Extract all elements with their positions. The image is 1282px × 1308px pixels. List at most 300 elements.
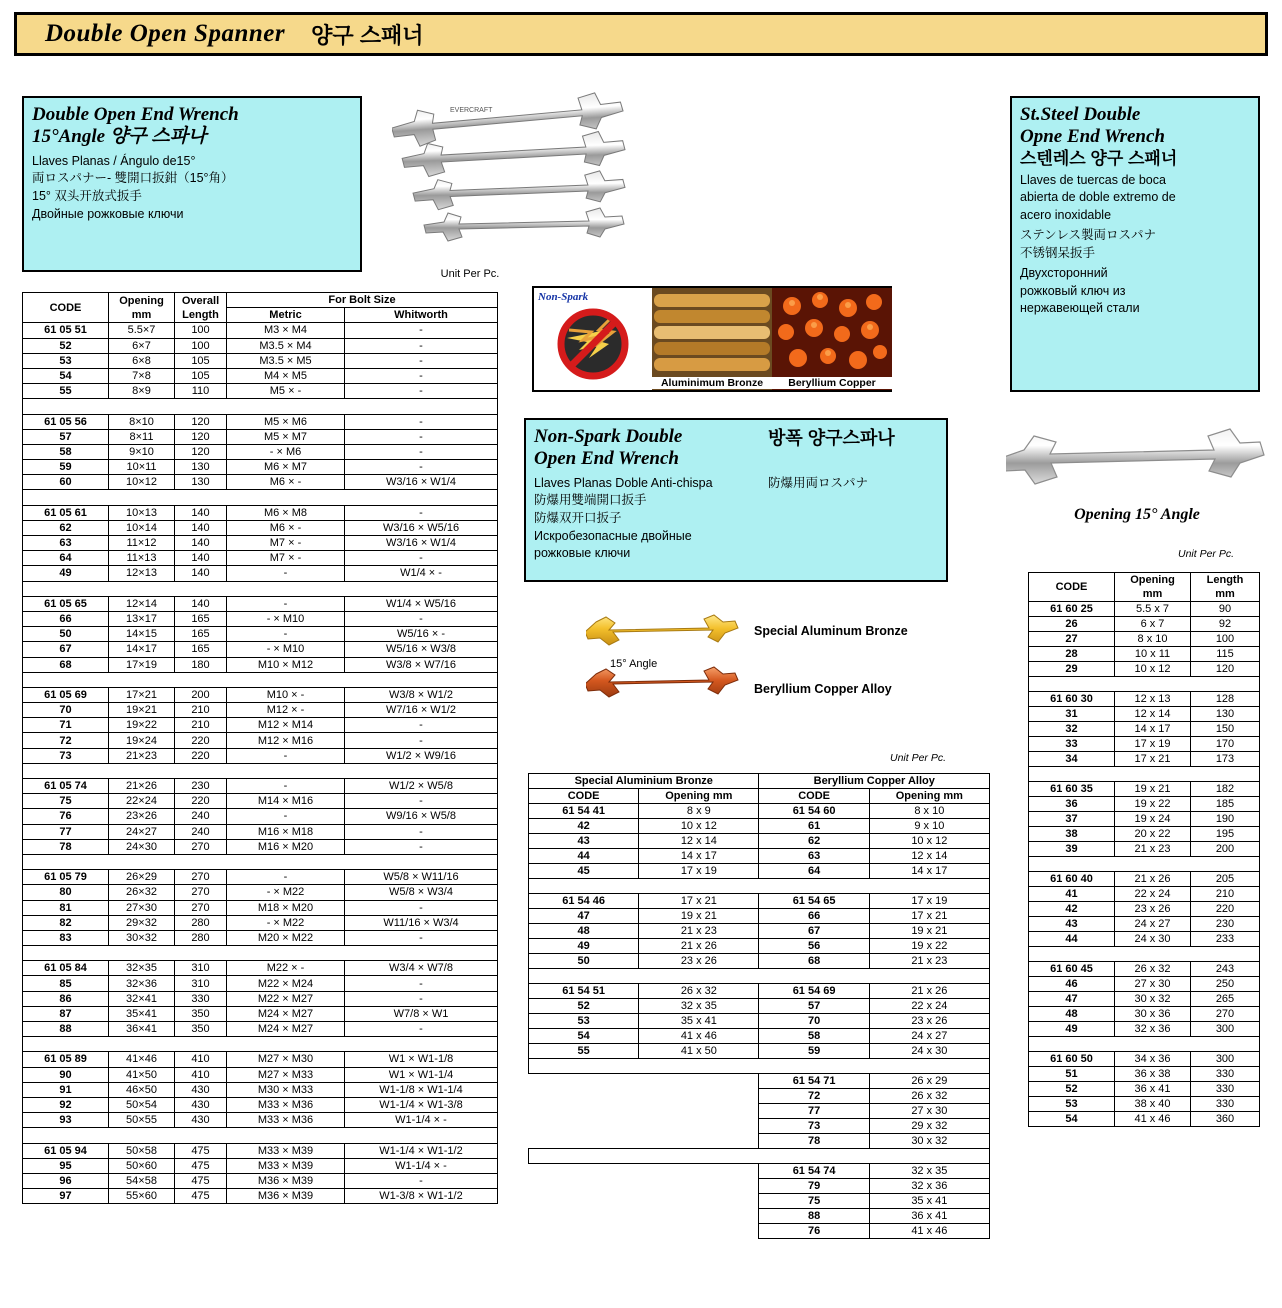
cell-length: 220 [175,794,227,809]
cell-whitworth: - [345,384,498,399]
cell-opening: 14×15 [109,627,175,642]
table-row [23,323,498,338]
cell-length: 165 [175,627,227,642]
cell-bery-opening: 41 x 46 [869,1224,989,1239]
cell-length: 140 [175,505,227,520]
table-row [23,1173,498,1188]
svg-text:EVERCRAFT: EVERCRAFT [450,107,493,114]
cell-bery-opening: 19 x 21 [869,924,989,939]
cell-length: 220 [175,733,227,748]
cell-length: 120 [175,444,227,459]
cell-bronze-opening: 17 x 19 [639,864,759,879]
cell-right-opening: 34 x 36 [1115,1052,1191,1067]
cell-whitworth: - [345,991,498,1006]
cell-code: 83 [23,930,109,945]
cell-bronze-code: 53 [529,1014,639,1029]
table-row [1029,632,1260,647]
cell-code: 61 05 79 [23,870,109,885]
cell-opening: 10×14 [109,520,175,535]
cell-right-opening: 12 x 13 [1115,692,1191,707]
cell-metric: - [227,748,345,763]
cell-length: 120 [175,414,227,429]
cell-bery-code: 67 [759,924,869,939]
cell-code: 93 [23,1113,109,1128]
table-row [529,984,990,999]
table-row [529,1074,990,1089]
cell-length: 105 [175,353,227,368]
cell-opening: 19×22 [109,718,175,733]
cell-right-length: 195 [1191,827,1260,842]
cell-metric: M16 × M20 [227,839,345,854]
table-group-spacer [23,946,498,961]
table-row [529,804,990,819]
cell-opening: 26×29 [109,870,175,885]
cell-bronze-opening [639,1209,759,1224]
cell-bronze-code: 48 [529,924,639,939]
table-row [23,1082,498,1097]
cell-right-opening: 19 x 22 [1115,797,1191,812]
box-stst-line-3: ステンレス製両ロスパナ [1020,227,1156,242]
th-code: CODE [23,293,109,323]
table-group-spacer [1029,677,1260,692]
cell-metric: M3 × M4 [227,323,345,338]
table-row [23,611,498,626]
cell-opening: 17×19 [109,657,175,672]
cell-right-code: 61 60 35 [1029,782,1115,797]
non-spark-info-box [524,418,948,582]
cell-length: 210 [175,703,227,718]
cell-opening: 22×24 [109,794,175,809]
cell-code: 60 [23,475,109,490]
cell-bronze-opening [639,1179,759,1194]
cell-bery-opening: 30 x 32 [869,1134,989,1149]
cell-code: 61 05 84 [23,961,109,976]
cell-code: 53 [23,353,109,368]
table-row [23,475,498,490]
cell-right-length: 210 [1191,887,1260,902]
table-row [23,703,498,718]
box-stst-line-5: Двухсторонний [1020,266,1108,281]
cell-metric: M5 × - [227,384,345,399]
cell-metric: M6 × M7 [227,460,345,475]
cell-opening: 21×23 [109,748,175,763]
cell-metric: M24 × M27 [227,1022,345,1037]
cell-bery-code: 66 [759,909,869,924]
cell-code: 61 05 51 [23,323,109,338]
cell-opening: 6×7 [109,338,175,353]
cell-code: 96 [23,1173,109,1188]
box-nonspark-line-0: Llaves Planas Doble Anti-chispa [534,475,713,490]
cell-whitworth: - [345,368,498,383]
box-nonspark-title-line1: Non-Spark Double [534,426,683,447]
angle-15-label: 15° Angle [610,658,658,670]
opening-15-angle-caption: Opening 15° Angle [1074,506,1200,523]
table-group-spacer [1029,947,1260,962]
th-bronze-code: CODE [529,789,639,804]
table-row [1029,827,1260,842]
table-row [1029,647,1260,662]
cell-right-code: 54 [1029,1112,1115,1127]
cell-code: 61 05 65 [23,596,109,611]
cell-whitworth: W1-1/8 × W1-1/4 [345,1082,498,1097]
th-length-l2: Length [182,308,219,321]
cell-metric: M33 × M36 [227,1097,345,1112]
box-nonspark-line-2: 防爆双开口扳子 [534,510,622,525]
cell-bery-code: 73 [759,1119,869,1134]
cell-bronze-code [529,1179,639,1194]
table-row [1029,1112,1260,1127]
stainless-spec-table [1028,572,1260,1127]
cell-whitworth: W3/4 × W7/8 [345,961,498,976]
cell-length: 140 [175,566,227,581]
table-row [23,794,498,809]
cell-bronze-opening: 41 x 50 [639,1044,759,1059]
cell-metric: M12 × M14 [227,718,345,733]
cell-code: 58 [23,444,109,459]
cell-right-code: 26 [1029,617,1115,632]
box-stst-title-line2: Opne End Wrench [1020,126,1165,148]
cell-code: 61 05 69 [23,687,109,702]
table-row [23,429,498,444]
table-row [529,864,990,879]
cell-length: 310 [175,961,227,976]
cell-opening: 23×26 [109,809,175,824]
cell-bronze-opening [639,1119,759,1134]
table-group-spacer [1029,857,1260,872]
cell-metric: M33 × M39 [227,1158,345,1173]
non-spark-material-photo-panel [532,286,892,392]
cell-bronze-opening: 32 x 35 [639,999,759,1014]
cell-right-code: 61 60 30 [1029,692,1115,707]
box-nonspark-line-1: 防爆用雙端開口扳手 [534,493,647,508]
table-row [23,809,498,824]
table-row [529,939,990,954]
cell-code: 68 [23,657,109,672]
cell-bronze-opening: 21 x 23 [639,924,759,939]
cell-metric: M6 × M8 [227,505,345,520]
cell-opening: 24×30 [109,839,175,854]
th-beryllium-copper-alloy: Beryllium Copper Alloy [759,774,990,789]
cell-code: 82 [23,915,109,930]
cell-bery-code: 61 [759,819,869,834]
cell-right-length: 190 [1191,812,1260,827]
table-row [23,368,498,383]
cell-code: 90 [23,1067,109,1082]
cell-length: 165 [175,642,227,657]
cell-code: 63 [23,536,109,551]
cell-bery-opening: 26 x 32 [869,1089,989,1104]
cell-bery-opening: 21 x 23 [869,954,989,969]
cell-length: 100 [175,323,227,338]
cell-bery-code: 88 [759,1209,869,1224]
cell-whitworth: - [345,718,498,733]
table-row [529,1224,990,1239]
cell-whitworth: W1/2 × W5/8 [345,779,498,794]
table-row [23,824,498,839]
cell-whitworth: - [345,930,498,945]
table-group-spacer [23,490,498,505]
cell-opening: 50×54 [109,1097,175,1112]
cell-right-length: 128 [1191,692,1260,707]
cell-code: 55 [23,384,109,399]
table-row [529,1014,990,1029]
table-row [23,900,498,915]
cell-bery-opening: 21 x 26 [869,984,989,999]
cell-metric: M22 × M27 [227,991,345,1006]
cell-opening: 21×26 [109,779,175,794]
double-open-end-wrench-info-box [22,96,362,272]
cell-bery-code: 76 [759,1224,869,1239]
cell-right-code: 33 [1029,737,1115,752]
cell-bery-opening: 9 x 10 [869,819,989,834]
cell-whitworth: - [345,429,498,444]
cell-metric: - × M22 [227,915,345,930]
cell-metric: - × M22 [227,885,345,900]
cell-bronze-code: 45 [529,864,639,879]
cell-whitworth: W7/8 × W1 [345,1006,498,1021]
cell-right-length: 300 [1191,1052,1260,1067]
cell-whitworth: W1-3/8 × W1-1/2 [345,1189,498,1204]
cell-length: 350 [175,1006,227,1021]
cell-bery-opening: 8 x 10 [869,804,989,819]
cell-opening: 19×21 [109,703,175,718]
aluminium-bronze-photo-cell [652,288,772,390]
table-row [1029,962,1260,977]
cell-bery-opening: 17 x 19 [869,894,989,909]
table-row [23,915,498,930]
table-group-spacer [23,399,498,414]
box-stst-line-1: abierta de doble extremo de [1020,190,1176,205]
cell-code: 66 [23,611,109,626]
table-row [529,1119,990,1134]
box-nonspark-title-line2: Open End Wrench [534,448,679,470]
cell-bronze-code [529,1134,639,1149]
cell-opening: 12×13 [109,566,175,581]
cell-whitworth: - [345,505,498,520]
cell-code: 77 [23,824,109,839]
cell-code: 61 05 56 [23,414,109,429]
table-row [529,924,990,939]
table-row [23,414,498,429]
cell-whitworth: - [345,976,498,991]
box-stst-title-line1: St.Steel Double [1020,104,1141,125]
cell-bery-code: 77 [759,1104,869,1119]
cell-right-length: 205 [1191,872,1260,887]
th-whitworth: Whitworth [345,308,498,323]
unit-per-pc-caption-2: Unit Per Pc. [890,752,947,764]
table-group-spacer [23,672,498,687]
th-bery-code: CODE [759,789,869,804]
cell-metric: M7 × - [227,551,345,566]
table-row [1029,782,1260,797]
cell-length: 240 [175,824,227,839]
cell-code: 49 [23,566,109,581]
table-row [23,687,498,702]
cell-whitworth: W7/16 × W1/2 [345,703,498,718]
table-row [1029,617,1260,632]
cell-bronze-code: 47 [529,909,639,924]
cell-opening: 10×13 [109,505,175,520]
table-row [1029,932,1260,947]
cell-bery-code: 75 [759,1194,869,1209]
cell-whitworth: W5/16 × - [345,627,498,642]
cell-opening: 19×24 [109,733,175,748]
cell-right-code: 53 [1029,1097,1115,1112]
cell-right-code: 49 [1029,1022,1115,1037]
cell-right-code: 36 [1029,797,1115,812]
table-group-spacer [1029,767,1260,782]
box-stst-line-2: acero inoxidable [1020,207,1112,222]
cell-bery-opening: 22 x 24 [869,999,989,1014]
cell-right-length: 233 [1191,932,1260,947]
cell-opening: 30×32 [109,930,175,945]
table-row [529,894,990,909]
cell-right-opening: 17 x 19 [1115,737,1191,752]
cell-code: 72 [23,733,109,748]
non-spark-symbol-cell [534,288,652,390]
cell-right-code: 31 [1029,707,1115,722]
cell-bronze-opening: 17 x 21 [639,894,759,909]
cell-right-opening: 23 x 26 [1115,902,1191,917]
cell-right-opening: 36 x 41 [1115,1082,1191,1097]
cell-code: 54 [23,368,109,383]
cell-right-length: 115 [1191,647,1260,662]
table-row [23,839,498,854]
cell-metric: M20 × M22 [227,930,345,945]
cell-bronze-opening: 19 x 21 [639,909,759,924]
cell-right-code: 52 [1029,1082,1115,1097]
th-opening-l2: mm [131,308,152,321]
cell-metric: M27 × M30 [227,1052,345,1067]
cell-code: 88 [23,1022,109,1037]
cell-whitworth: W1-1/4 × W1-3/8 [345,1097,498,1112]
cell-length: 430 [175,1113,227,1128]
cell-right-code: 43 [1029,917,1115,932]
cell-bery-opening: 24 x 27 [869,1029,989,1044]
box-15angle-title-line1: Double Open End Wrench [32,104,239,125]
table-group-spacer [23,1037,498,1052]
cell-bery-opening: 12 x 14 [869,849,989,864]
cell-metric: M33 × M39 [227,1143,345,1158]
cell-bronze-code [529,1209,639,1224]
cell-right-code: 46 [1029,977,1115,992]
cell-bery-code: 78 [759,1134,869,1149]
cell-whitworth: - [345,323,498,338]
cell-opening: 8×9 [109,384,175,399]
cell-opening: 50×60 [109,1158,175,1173]
cell-opening: 10×12 [109,475,175,490]
table-row [1029,797,1260,812]
cell-whitworth: - [345,824,498,839]
cell-opening: 10×11 [109,460,175,475]
cell-bronze-opening [639,1134,759,1149]
cell-code: 87 [23,1006,109,1021]
cell-length: 475 [175,1189,227,1204]
cell-length: 110 [175,384,227,399]
table-row [23,976,498,991]
th-right-length-l2: mm [1215,588,1235,600]
cell-bronze-code: 52 [529,999,639,1014]
cell-right-code: 61 60 50 [1029,1052,1115,1067]
cell-right-code: 47 [1029,992,1115,1007]
cell-bronze-code: 61 54 46 [529,894,639,909]
banner-title-en: Double Open Spanner [45,20,286,47]
table-row [23,444,498,459]
box-15angle-title-line2: 15°Angle 양구 스파나 [32,126,207,148]
table-row [23,384,498,399]
stainless-steel-info-box [1010,96,1260,392]
cell-metric: - [227,870,345,885]
cell-right-length: 182 [1191,782,1260,797]
cell-bronze-opening: 8 x 9 [639,804,759,819]
cell-length: 430 [175,1097,227,1112]
cell-right-length: 360 [1191,1112,1260,1127]
table-row [1029,842,1260,857]
table-row [529,1209,990,1224]
table-row [23,991,498,1006]
cell-right-opening: 8 x 10 [1115,632,1191,647]
cell-opening: 12×14 [109,596,175,611]
cell-bronze-opening [639,1224,759,1239]
cell-code: 86 [23,991,109,1006]
cell-whitworth: W9/16 × W5/8 [345,809,498,824]
cell-metric: M12 × - [227,703,345,718]
cell-metric: M14 × M16 [227,794,345,809]
beryllium-copper-wrench-graphic [586,666,746,706]
beryllium-copper-alloy-label: Beryllium Copper Alloy [754,682,892,696]
cell-whitworth: W3/8 × W7/16 [345,657,498,672]
cell-bronze-code: 50 [529,954,639,969]
cell-bronze-code: 61 54 51 [529,984,639,999]
cell-code: 97 [23,1189,109,1204]
cell-metric: M36 × M39 [227,1189,345,1204]
cell-opening: 36×41 [109,1022,175,1037]
cell-length: 165 [175,611,227,626]
table-row [529,954,990,969]
cell-metric: M6 × - [227,520,345,535]
table-row [1029,1052,1260,1067]
table-row [1029,1082,1260,1097]
cell-metric: - [227,566,345,581]
cell-length: 140 [175,520,227,535]
cell-opening: 46×50 [109,1082,175,1097]
table-row [1029,722,1260,737]
cell-bery-code: 61 54 74 [759,1164,869,1179]
table-row [529,1194,990,1209]
cell-code: 61 05 61 [23,505,109,520]
th-length [175,293,227,323]
cell-code: 52 [23,338,109,353]
cell-metric: M7 × - [227,536,345,551]
cell-bronze-opening: 23 x 26 [639,954,759,969]
cell-bronze-code: 61 54 41 [529,804,639,819]
cell-whitworth: - [345,338,498,353]
cell-length: 210 [175,718,227,733]
cell-right-length: 90 [1191,602,1260,617]
box-15angle-line-1: 両ロスパナー- 雙開口扳鉗（15°角） [32,171,234,186]
cell-metric: M36 × M39 [227,1173,345,1188]
cell-metric: - × M6 [227,444,345,459]
cell-code: 61 05 94 [23,1143,109,1158]
cell-bronze-code: 43 [529,834,639,849]
cell-bery-opening: 29 x 32 [869,1119,989,1134]
cell-whitworth: - [345,444,498,459]
table-row [23,520,498,535]
cell-bronze-opening [639,1074,759,1089]
cell-right-opening: 17 x 21 [1115,752,1191,767]
cell-length: 105 [175,368,227,383]
cell-right-length: 270 [1191,1007,1260,1022]
